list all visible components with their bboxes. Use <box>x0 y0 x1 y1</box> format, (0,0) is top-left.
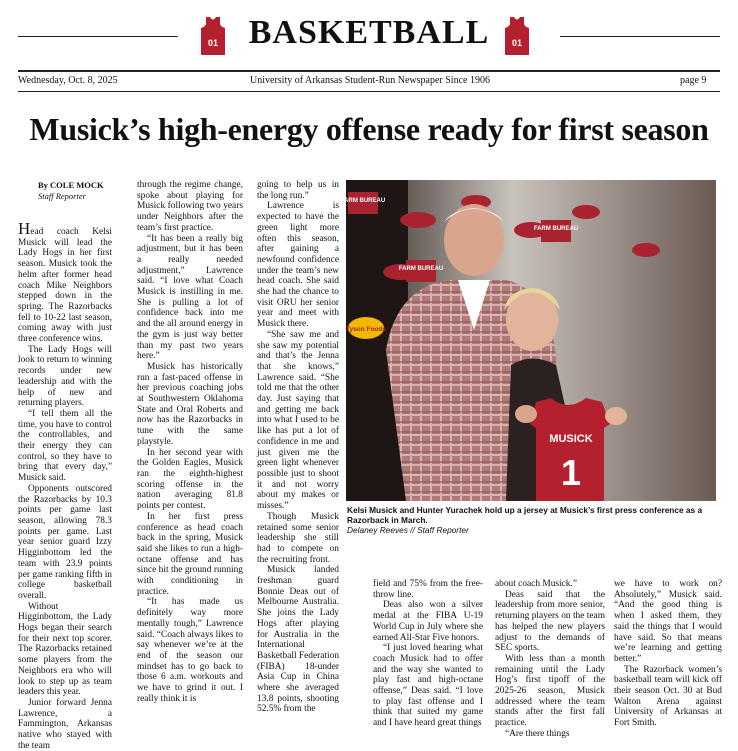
article-paragraph: field and 75% from the free-throw line. <box>373 579 483 600</box>
caption-text: Kelsi Musick and Hunter Yurachek hold up a jersey at Musick’s first press conference as a Razorback in March. <box>347 505 703 525</box>
article-paragraph: going to help us in the long run.” <box>257 180 339 201</box>
jersey-icon <box>504 16 530 61</box>
article-paragraph: Opponents outscored the Razorbacks by 10.3 points per game last season, allowing 78.3 points per game. Last year senior guard Izzy Higginbottom led the team with 23.9 points per game ranking fifth in college basketball overall. <box>18 483 112 601</box>
dateline-rule-bottom <box>18 91 720 92</box>
article-column-2 <box>137 180 243 732</box>
article-paragraph: Without Higginbottom, the Lady Hogs began their search for their next top scorer. The Razorbacks retained some players from the Neighbors era who will look to step up as team leaders this year. <box>18 601 112 698</box>
article-paragraph: about coach Musick.” <box>495 579 578 589</box>
article-paragraph: In her first press conference as head coach back in the spring, Musick said she likes to run a high-octane offense and has since hit the ground running with conditioning in practice. <box>137 511 243 597</box>
sponsor-label-farm: FARM BUREAU <box>533 226 579 232</box>
article-paragraph: “I just loved hearing what coach Musick had to offer and the way she wanted to play fast and high-octane offense,” Deas said. “I love to play fast offense and I think that suited my game and I have heard great things <box>373 643 483 729</box>
article-paragraph: we have to work on? Absolutely,” Musick said. “And the good thing is when I asked them, they said the things that I would have said. So that means we’re learning and getting better.” <box>614 579 722 664</box>
sponsor-label-farm: FARM BUREAU <box>398 266 444 272</box>
dateline-date: Wednesday, Oct. 8, 2025 <box>18 75 118 86</box>
section-title: BASKETBALL <box>248 14 490 51</box>
jersey-icon-number: 01 <box>207 38 219 48</box>
photo-credit: Delaney Reeves // Staff Reporter <box>347 525 469 535</box>
article-column-3 <box>257 180 339 732</box>
article-column-1 <box>18 219 112 751</box>
byline <box>38 180 104 202</box>
headline: Musick’s high-energy offense ready for first season <box>29 111 709 147</box>
sponsor-label-farm: FARM BUREAU <box>340 198 386 204</box>
article-paragraph: The Lady Hogs will look to return to winning records under new leadership and with the help of new and returning players. <box>18 344 112 409</box>
article-paragraph: The Razorback women’s basketball team will kick off their season Oct. 30 at Bud Walton Arena against University of Arkansas at Fort Smith. <box>614 664 722 729</box>
article-paragraph: Musick has historically run a fast-paced offense in her previous coaching jobs at Southwestern Oklahoma State and Oral Roberts and now has the Razorbacks in tune with the same playstyle. <box>137 361 243 447</box>
article-paragraph: Junior forward Jenna Lawrence, a Fammington, Arkansas native who stayed with the team <box>18 697 112 751</box>
article-paragraph: “She saw me and she saw my potential and that’s the Jenna that she knows,” Lawrence said. “She told me that the other day. Just saying that and getting me back into what I used to be like has put a lot of confidence in me and just given me the green light whenever possible just to shoot it and not worry about my makes or misses.” <box>257 329 339 512</box>
article-paragraph: Musick landed freshman guard Bonnie Deas out of Melbourne Australia. She joins the Lady Hogs after playing for Australia in the International Basketball Federation (FIBA) 18-under Asia Cup in China where she averaged 13.8 points, shooting 52.5% from the <box>257 565 340 715</box>
dateline-paper: University of Arkansas Student-Run Newspaper Since 1906 <box>250 75 490 86</box>
drop-cap: H <box>18 219 31 238</box>
article-paragraph: Deas also won a silver medal at the FIBA U-19 World Cup in July where she earned All-Star Five honors. <box>373 600 483 643</box>
dateline-rule-top <box>18 70 720 72</box>
sponsor-label-tyson: Tyson Foods <box>346 326 386 333</box>
article-column-5 <box>495 579 605 739</box>
byline-name: By COLE MOCK <box>38 180 104 190</box>
press-conference-photo <box>340 180 716 501</box>
article-paragraph: Though Musick retained some senior leadership she still had to compete on the recruiting front. <box>257 511 339 565</box>
article-paragraph: Head coach Kelsi Musick will lead the Lady Hogs in her first season. Musick took the helm after former head coach Mike Neighbors stepped down in the spring. The Razorbacks fell to 10-22 last season, coming away with just three conference wins. <box>18 219 112 345</box>
article-column-4 <box>373 579 483 732</box>
jersey-name-text: MUSICK <box>549 433 593 445</box>
article-paragraph: In her second year with the Golden Eagles, Musick ran the eighth-highest scoring offense in the nation averaging 81.8 points per contest. <box>137 447 243 512</box>
article-paragraph: through the regime change, spoke about playing for Musick following two years under Neighbors after the team’s first practice. <box>137 180 243 233</box>
photo-caption <box>347 505 717 535</box>
jersey-icon-number: 01 <box>511 38 523 48</box>
article-paragraph: With less than a month remaining until the Lady Hog’s first tipoff of the 2025-26 season, Musick addressed where the team stands after the first fall practice. <box>495 653 605 729</box>
article-column-6 <box>614 579 722 732</box>
article-paragraph: “It has made us definitely way more mentally tough,” Lawrence said. “Coach always likes to say whenever we’re at the end of the season our mindset has to go back to those 6 a.m. workouts and we have to grind it out. I really think it is <box>137 597 243 704</box>
masthead-rule-right <box>560 36 720 37</box>
article-paragraph: Deas said that the leadership from more senior, returning players on the team has helped the new players adjust to the demands of SEC sports. <box>495 589 605 654</box>
dateline-page: page 9 <box>680 75 707 86</box>
article-paragraph: “Are there things <box>505 728 570 739</box>
article-paragraph: “It has been a really big adjustment, but it has been a really needed adjustment,” Lawrence said. “I love what Coach Musick is instilling in me. She is pulling a lot of confidence back into me and the all around energy in the gym is just way better than my past two years here.” <box>137 233 243 362</box>
masthead-rule-left <box>18 36 178 37</box>
article-paragraph: Lawrence is expected to have the green light more often this season, after gaining a newfound confidence under the team’s new head coach. She said she had the chance to visit ORU her senior year and meet with Musick there. <box>257 201 339 330</box>
byline-role: Staff Reporter <box>38 191 86 201</box>
jersey-number-text: 1 <box>560 452 582 493</box>
article-paragraph: “I tell them all the time, you have to control the controllables, and their energy they can control, so they have to bring that every day,” Musick said. <box>18 408 112 484</box>
